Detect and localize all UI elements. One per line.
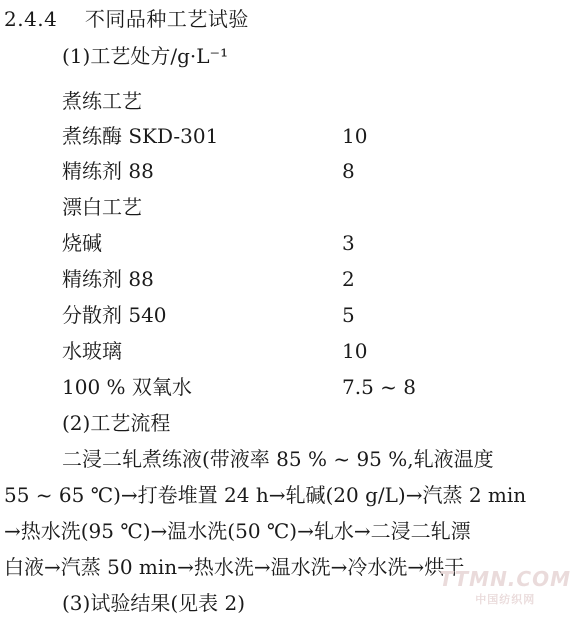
watermark-site-name: 中国纺织网 bbox=[475, 593, 536, 606]
ingredient-value: 10 bbox=[342, 339, 368, 363]
ingredient-value: 10 bbox=[342, 124, 368, 148]
ingredient-value: 3 bbox=[342, 231, 355, 255]
ingredient-name: 煮练酶 SKD-301 bbox=[62, 124, 219, 148]
ingredient-name: 烧碱 bbox=[62, 231, 102, 255]
ingredient-name: 水玻璃 bbox=[62, 339, 122, 363]
process-line: 二浸二轧煮练液(带液率 85 % ~ 95 %,轧液温度 bbox=[62, 447, 494, 471]
ingredient-value: 8 bbox=[342, 159, 355, 183]
section-title: 不同品种工艺试验 bbox=[84, 7, 249, 31]
ingredient-name: 精练剂 88 bbox=[62, 159, 154, 183]
ingredient-value: 2 bbox=[342, 267, 355, 291]
process-line: →热水洗(95 ℃)→温水洗(50 ℃)→轧水→二浸二轧漂 bbox=[4, 519, 471, 543]
ingredient-value: 7.5 ~ 8 bbox=[342, 375, 417, 399]
watermark-domain: TTMN.COM bbox=[439, 567, 571, 591]
recipe-title: (1)工艺处方/g·L⁻¹ bbox=[62, 44, 229, 68]
ingredient-name: 分散剂 540 bbox=[62, 303, 167, 327]
process-title: (2)工艺流程 bbox=[62, 411, 171, 435]
ingredient-name: 精练剂 88 bbox=[62, 267, 154, 291]
process-line: 白液→汽蒸 50 min→热水洗→温水洗→冷水洗→烘干 bbox=[4, 555, 465, 579]
section-number: 2.4.4 bbox=[4, 7, 58, 31]
ingredient-name: 100 % 双氧水 bbox=[62, 375, 192, 399]
scouring-title: 煮练工艺 bbox=[62, 89, 142, 113]
process-line: 55 ~ 65 ℃)→打卷堆置 24 h→轧碱(20 g/L)→汽蒸 2 min bbox=[4, 483, 527, 507]
result-title: (3)试验结果(见表 2) bbox=[62, 591, 246, 615]
ingredient-value: 5 bbox=[342, 303, 355, 327]
bleaching-title: 漂白工艺 bbox=[62, 195, 142, 219]
section-heading bbox=[4, 5, 249, 33]
